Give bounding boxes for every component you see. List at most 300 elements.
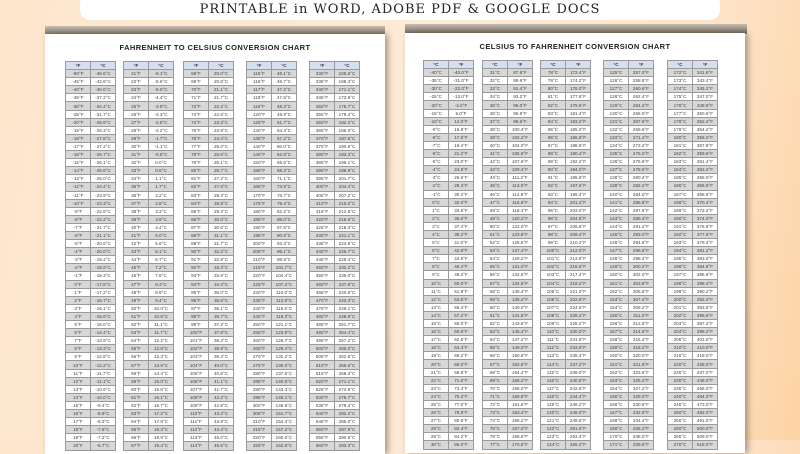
- table-row: [668, 328, 718, 336]
- source-value: 147°C: [604, 247, 629, 255]
- converted-value: -4.0°F: [449, 101, 474, 109]
- table-row: [66, 151, 116, 159]
- converted-value: 31.7°C: [209, 240, 234, 248]
- table-row: [424, 69, 474, 77]
- table-row: [424, 255, 474, 263]
- table-row: [541, 166, 591, 174]
- table-row: [247, 321, 297, 329]
- table-row: [668, 376, 718, 384]
- table-row: [424, 109, 474, 117]
- converted-value: 32.8°C: [209, 256, 234, 264]
- source-value: 75°C: [483, 425, 508, 433]
- converted-value: -25.0°C: [91, 175, 116, 183]
- source-value: -1°F: [66, 272, 91, 280]
- converted-value: 24.8°F: [449, 166, 474, 174]
- source-value: 183°C: [668, 158, 693, 166]
- table-row: [604, 384, 654, 392]
- converted-value: 26.1°C: [209, 159, 234, 167]
- converted-value: 251.6°F: [566, 425, 591, 433]
- converted-value: 21.1°C: [209, 86, 234, 94]
- source-value: 56°C: [483, 271, 508, 279]
- printable-banner: [80, 0, 720, 20]
- fahrenheit-to-celsius-page: [45, 34, 385, 454]
- source-value: 375°F: [310, 142, 335, 150]
- converted-value: -7.2°C: [91, 434, 116, 442]
- converted-value: 284.0°F: [629, 190, 654, 198]
- table-row: [483, 182, 533, 190]
- source-value: 84°F: [184, 199, 209, 207]
- table-row: [124, 312, 174, 320]
- converted-value: 73.9°C: [272, 183, 297, 191]
- table-row: [310, 377, 360, 385]
- source-value: 30°C: [424, 441, 449, 449]
- table-row: [124, 410, 174, 418]
- table-row: [124, 288, 174, 296]
- table-row: [604, 109, 654, 117]
- table-row: [483, 344, 533, 352]
- table-row: [310, 442, 360, 450]
- source-value: 260°C: [668, 425, 693, 433]
- column-header: °C: [541, 61, 566, 69]
- converted-value: 135.0°C: [272, 361, 297, 369]
- source-value: 490°F: [310, 329, 335, 337]
- converted-value: 428.0°F: [693, 360, 718, 368]
- converted-value: -8.9°C: [91, 410, 116, 418]
- table-row: [184, 126, 234, 134]
- converted-value: 248.9°C: [335, 312, 360, 320]
- converted-value: -25.6°C: [91, 167, 116, 175]
- converted-value: 82.4°F: [449, 425, 474, 433]
- converted-value: 86.0°F: [449, 441, 474, 449]
- source-value: 415°F: [310, 207, 335, 215]
- table-row: [124, 175, 174, 183]
- table-row: [541, 141, 591, 149]
- converted-value: 232.2°C: [335, 264, 360, 272]
- converted-value: 23.9°C: [209, 126, 234, 134]
- source-value: 113°F: [184, 434, 209, 442]
- source-value: 27°F: [124, 118, 149, 126]
- table-row: [310, 288, 360, 296]
- source-value: 53°C: [483, 247, 508, 255]
- source-value: 34°C: [483, 93, 508, 101]
- source-value: 122°C: [541, 425, 566, 433]
- converted-value: 218.3°C: [335, 223, 360, 231]
- source-value: 210°F: [247, 256, 272, 264]
- converted-value: 91.4°F: [508, 85, 533, 93]
- source-value: 94°F: [184, 280, 209, 288]
- source-value: 190°C: [668, 214, 693, 222]
- table-row: [604, 150, 654, 158]
- table-row: [124, 110, 174, 118]
- source-value: 65°C: [483, 344, 508, 352]
- table-row: [604, 133, 654, 141]
- table-row: [541, 69, 591, 77]
- table-row: [668, 101, 718, 109]
- converted-value: 228.2°F: [566, 320, 591, 328]
- source-value: 170°C: [604, 433, 629, 441]
- converted-value: 30.0°C: [209, 215, 234, 223]
- table-row: [604, 360, 654, 368]
- table-row: [310, 410, 360, 418]
- source-value: 30°F: [124, 142, 149, 150]
- converted-value: 363.2°F: [693, 166, 718, 174]
- source-value: 158°C: [604, 336, 629, 344]
- source-value: 61°F: [124, 393, 149, 401]
- source-value: 5°F: [66, 321, 91, 329]
- source-value: 116°F: [247, 78, 272, 86]
- table-row: [310, 223, 360, 231]
- converted-value: 110.0°C: [272, 288, 297, 296]
- converted-value: 193.3°C: [335, 151, 360, 159]
- source-value: 455°F: [310, 272, 335, 280]
- converted-value: 167.0°F: [508, 425, 533, 433]
- table-row: [66, 191, 116, 199]
- table-row: [66, 361, 116, 369]
- converted-value: 336.2°F: [629, 425, 654, 433]
- source-value: -20°C: [424, 101, 449, 109]
- table-row: [310, 183, 360, 191]
- table-row: [247, 183, 297, 191]
- source-value: 91°F: [184, 256, 209, 264]
- converted-value: -10.6°C: [91, 385, 116, 393]
- converted-value: 17.6°F: [449, 133, 474, 141]
- converted-value: 27.8°C: [209, 183, 234, 191]
- converted-value: -16.1°C: [91, 304, 116, 312]
- column-header: °C: [483, 61, 508, 69]
- column-header: °F: [310, 62, 335, 70]
- table-row: [66, 167, 116, 175]
- converted-value: 76.7°C: [272, 191, 297, 199]
- table-row: [604, 376, 654, 384]
- source-value: -3°F: [66, 256, 91, 264]
- converted-value: -3.9°C: [149, 102, 174, 110]
- conversion-table-2: [123, 61, 174, 451]
- table-row: [483, 93, 533, 101]
- converted-value: 207.2°C: [335, 191, 360, 199]
- converted-value: 176.7°C: [335, 102, 360, 110]
- converted-value: 379.4°F: [693, 239, 718, 247]
- converted-value: 244.4°F: [566, 392, 591, 400]
- table-row: [424, 392, 474, 400]
- converted-value: 264.2°F: [629, 101, 654, 109]
- converted-value: -20.6°C: [91, 240, 116, 248]
- source-value: 106°C: [541, 295, 566, 303]
- table-row: [184, 361, 234, 369]
- source-value: 74°F: [184, 118, 209, 126]
- conversion-table-1: [65, 61, 116, 451]
- converted-value: 212.0°F: [566, 247, 591, 255]
- converted-value: 40.0°C: [209, 361, 234, 369]
- table-row: [66, 118, 116, 126]
- converted-value: 15.0°C: [149, 377, 174, 385]
- converted-value: 290.6°C: [335, 434, 360, 442]
- converted-value: 101.7°C: [272, 264, 297, 272]
- converted-value: 66.2°F: [449, 352, 474, 360]
- source-value: 170°F: [247, 191, 272, 199]
- table-row: [483, 320, 533, 328]
- table-row: [668, 320, 718, 328]
- table-row: [424, 287, 474, 295]
- source-value: 510°F: [310, 361, 335, 369]
- source-value: 225°F: [247, 280, 272, 288]
- source-value: -11°F: [66, 191, 91, 199]
- table-row: [541, 190, 591, 198]
- table-row: [184, 256, 234, 264]
- source-value: 49°F: [124, 296, 149, 304]
- table-row: [604, 400, 654, 408]
- converted-value: 260.0°C: [335, 345, 360, 353]
- table-row: [184, 369, 234, 377]
- converted-value: 3.3°C: [149, 207, 174, 215]
- source-value: 8°C: [424, 263, 449, 271]
- table-row: [668, 77, 718, 85]
- source-value: 63°C: [483, 328, 508, 336]
- source-value: 215°F: [247, 264, 272, 272]
- source-value: 1°F: [66, 288, 91, 296]
- source-value: 305°F: [247, 410, 272, 418]
- source-value: 210°C: [668, 344, 693, 352]
- converted-value: 226.7°C: [335, 248, 360, 256]
- table-row: [483, 150, 533, 158]
- table-row: [66, 304, 116, 312]
- source-value: 365°F: [310, 126, 335, 134]
- table-row: [184, 248, 234, 256]
- table-row: [184, 215, 234, 223]
- converted-value: 179.4°C: [335, 110, 360, 118]
- source-value: 41°F: [124, 231, 149, 239]
- source-value: 36°C: [483, 109, 508, 117]
- table-row: [483, 239, 533, 247]
- converted-value: 60.8°F: [449, 328, 474, 336]
- source-value: -2°F: [66, 264, 91, 272]
- table-row: [541, 247, 591, 255]
- converted-value: 168.8°F: [508, 433, 533, 441]
- source-value: 85°F: [184, 207, 209, 215]
- converted-value: 48.3°C: [272, 102, 297, 110]
- source-value: -40°F: [66, 86, 91, 94]
- table-row: [124, 321, 174, 329]
- table-row: [310, 126, 360, 134]
- converted-value: 47.8°C: [272, 94, 297, 102]
- source-value: 166°C: [604, 400, 629, 408]
- source-value: 115°F: [247, 70, 272, 78]
- table-row: [247, 410, 297, 418]
- table-row: [310, 337, 360, 345]
- table-row: [184, 304, 234, 312]
- converted-value: 318.2°F: [629, 344, 654, 352]
- source-value: 42°C: [483, 158, 508, 166]
- table-row: [184, 159, 234, 167]
- converted-value: 27.2°C: [209, 175, 234, 183]
- table-row: [124, 151, 174, 159]
- source-value: 135°F: [247, 134, 272, 142]
- source-value: 186°C: [668, 182, 693, 190]
- source-value: 55°C: [483, 263, 508, 271]
- table-row: [483, 328, 533, 336]
- converted-value: 282.2°F: [629, 182, 654, 190]
- source-value: 29°C: [424, 433, 449, 441]
- table-row: [668, 222, 718, 230]
- table-row: [66, 134, 116, 142]
- converted-value: 279.4°C: [335, 401, 360, 409]
- source-value: -9°C: [424, 125, 449, 133]
- converted-value: 6.7°C: [149, 256, 174, 264]
- converted-value: 233.6°F: [566, 344, 591, 352]
- source-value: 200°C: [668, 295, 693, 303]
- table-row: [184, 78, 234, 86]
- table-row: [66, 280, 116, 288]
- table-row: [541, 109, 591, 117]
- table-row: [310, 296, 360, 304]
- converted-value: 151.7°C: [272, 410, 297, 418]
- source-value: 36°F: [124, 191, 149, 199]
- converted-value: 13.3°C: [149, 353, 174, 361]
- source-value: 102°C: [541, 263, 566, 271]
- converted-value: 303.8°F: [629, 279, 654, 287]
- table-row: [247, 78, 297, 86]
- table-row: [668, 85, 718, 93]
- source-value: 290°F: [247, 385, 272, 393]
- converted-value: -22.0°F: [449, 85, 474, 93]
- source-value: 35°C: [483, 101, 508, 109]
- source-value: 10°C: [424, 279, 449, 287]
- converted-value: -21.7°C: [91, 223, 116, 231]
- table-row: [483, 166, 533, 174]
- table-row: [247, 94, 297, 102]
- source-value: 18°F: [66, 426, 91, 434]
- source-value: 230°F: [247, 288, 272, 296]
- table-row: [604, 214, 654, 222]
- converted-value: 289.4°F: [629, 214, 654, 222]
- source-value: 48°F: [124, 288, 149, 296]
- table-row: [310, 102, 360, 110]
- converted-value: 116.6°F: [508, 198, 533, 206]
- source-value: 73°F: [184, 110, 209, 118]
- converted-value: 251.7°C: [335, 321, 360, 329]
- table-row: [604, 190, 654, 198]
- source-value: 9°C: [424, 271, 449, 279]
- converted-value: 194.0°F: [566, 166, 591, 174]
- source-value: 7°C: [424, 255, 449, 263]
- source-value: 169°C: [604, 425, 629, 433]
- table-row: [424, 360, 474, 368]
- converted-value: 114.8°F: [508, 190, 533, 198]
- table-row: [124, 191, 174, 199]
- source-value: 61°C: [483, 311, 508, 319]
- converted-value: 93.2°F: [508, 93, 533, 101]
- table-row: [184, 296, 234, 304]
- table-row: [66, 337, 116, 345]
- converted-value: 235.0°C: [335, 272, 360, 280]
- converted-value: 253.4°F: [566, 433, 591, 441]
- table-row: [184, 321, 234, 329]
- table-row: [124, 361, 174, 369]
- source-value: -35°F: [66, 94, 91, 102]
- converted-value: 314.6°F: [629, 328, 654, 336]
- table-row: [124, 353, 174, 361]
- converted-value: 372.2°F: [693, 206, 718, 214]
- converted-value: 95.0°F: [508, 101, 533, 109]
- converted-value: 11.1°C: [149, 321, 174, 329]
- table-row: [66, 199, 116, 207]
- table-row: [424, 174, 474, 182]
- table-row: [66, 256, 116, 264]
- column-header: °C: [209, 62, 234, 70]
- table-row: [483, 417, 533, 425]
- table-row: [310, 385, 360, 393]
- source-value: 355°F: [310, 110, 335, 118]
- table-row: [66, 345, 116, 353]
- source-value: -19°F: [66, 126, 91, 134]
- table-row: [424, 425, 474, 433]
- source-value: -45°F: [66, 78, 91, 86]
- table-row: [184, 142, 234, 150]
- source-value: 500°F: [310, 345, 335, 353]
- converted-value: -40.0°C: [91, 86, 116, 94]
- source-value: 98°C: [541, 230, 566, 238]
- converted-value: 126.7°C: [272, 337, 297, 345]
- source-value: 265°F: [247, 345, 272, 353]
- source-value: 97°F: [184, 304, 209, 312]
- converted-value: 374.0°F: [693, 214, 718, 222]
- table-row: [247, 312, 297, 320]
- table-row: [668, 295, 718, 303]
- converted-value: 123.9°C: [272, 329, 297, 337]
- table-row: [483, 77, 533, 85]
- converted-value: -13.0°F: [449, 93, 474, 101]
- table-row: [124, 256, 174, 264]
- table-row: [483, 303, 533, 311]
- table-row: [424, 101, 474, 109]
- table-row: [310, 248, 360, 256]
- converted-value: 197.6°F: [566, 182, 591, 190]
- table-row: [424, 198, 474, 206]
- converted-value: -5.6°C: [149, 78, 174, 86]
- converted-value: 141.8°F: [508, 311, 533, 319]
- converted-value: 260.6°F: [629, 85, 654, 93]
- table-row: [424, 344, 474, 352]
- source-value: 465°F: [310, 288, 335, 296]
- converted-value: 100.4°F: [508, 125, 533, 133]
- source-value: 112°F: [184, 426, 209, 434]
- source-value: 155°C: [604, 311, 629, 319]
- converted-value: 348.8°F: [693, 101, 718, 109]
- table-header: [668, 61, 718, 69]
- converted-value: 26.6°F: [449, 174, 474, 182]
- table-row: [541, 77, 591, 85]
- table-row: [124, 102, 174, 110]
- source-value: 40°F: [124, 223, 149, 231]
- converted-value: 82.2°C: [272, 207, 297, 215]
- converted-value: 255.2°F: [566, 441, 591, 449]
- converted-value: -17.2°C: [91, 288, 116, 296]
- source-value: 435°F: [310, 240, 335, 248]
- source-value: 99°F: [184, 321, 209, 329]
- table-row: [668, 360, 718, 368]
- converted-value: 19.4°F: [449, 141, 474, 149]
- converted-value: -8.3°C: [91, 418, 116, 426]
- table-row: [668, 247, 718, 255]
- table-row: [247, 264, 297, 272]
- source-value: 81°C: [541, 93, 566, 101]
- source-value: 133°C: [604, 133, 629, 141]
- table-row: [247, 280, 297, 288]
- table-row: [604, 303, 654, 311]
- source-value: 63°F: [124, 410, 149, 418]
- table-row: [247, 240, 297, 248]
- converted-value: 68.0°F: [449, 360, 474, 368]
- source-value: 16°C: [424, 328, 449, 336]
